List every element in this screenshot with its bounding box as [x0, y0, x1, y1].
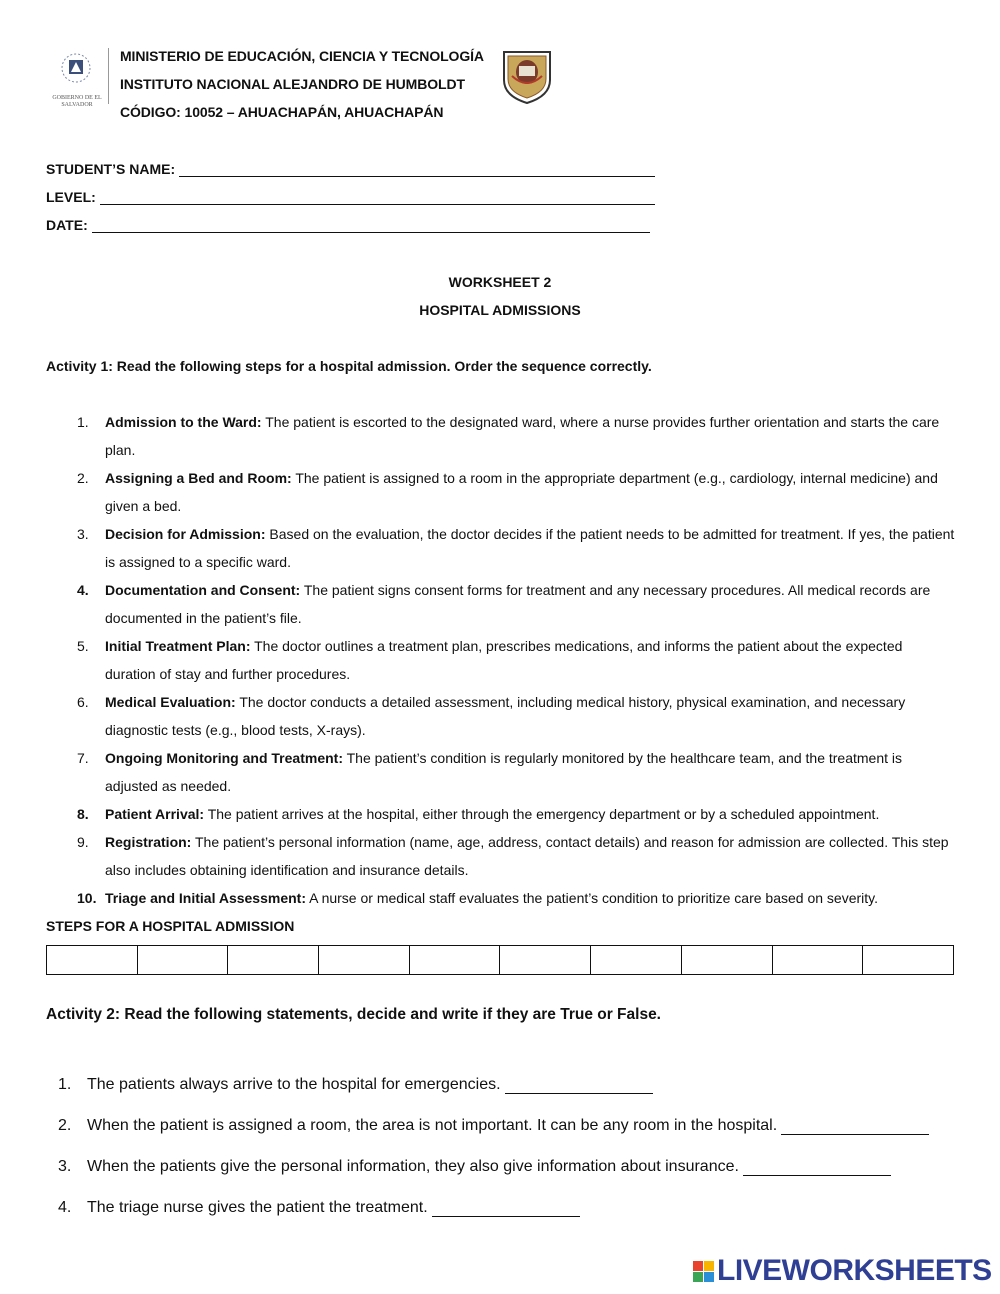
step-title: Registration: — [105, 834, 192, 850]
step-number: 6. — [77, 694, 89, 710]
step-number: 3. — [77, 526, 89, 542]
list-item — [46, 632, 956, 688]
list-item — [46, 464, 956, 520]
step-number: 8. — [77, 806, 89, 822]
statement-text: When the patients give the personal information, they also give information about insurance. — [87, 1158, 739, 1175]
level-blank[interactable] — [100, 192, 655, 205]
list-item — [46, 688, 956, 744]
step-number: 1. — [77, 414, 89, 430]
statement-number: 3. — [58, 1158, 72, 1175]
step-text: The patient’s condition is regularly monitored by the healthcare team, and the treatment is adjusted as needed. — [105, 750, 903, 794]
liveworksheets-logo[interactable] — [693, 1254, 992, 1288]
statement-number: 1. — [58, 1076, 72, 1093]
step-text: The doctor conducts a detailed assessment, including medical history, physical examination, and necessary diagnostic tests (e.g., blood tests, X-rays). — [105, 694, 906, 738]
answer-cell[interactable] — [319, 946, 410, 975]
institute-code: CÓDIGO: 10052 – AHUACHAPÁN, AHUACHAPÁN — [120, 104, 444, 120]
answer-blank[interactable] — [432, 1202, 580, 1217]
list-item — [46, 828, 956, 884]
step-number: 5. — [77, 638, 89, 654]
list-item — [46, 576, 956, 632]
answer-cell[interactable] — [228, 946, 319, 975]
date-field — [46, 217, 650, 233]
step-number: 10. — [77, 890, 97, 906]
step-title: Patient Arrival: — [105, 806, 205, 822]
level-label: LEVEL: — [46, 189, 96, 205]
list-item — [58, 1199, 580, 1217]
worksheet-subject: HOSPITAL ADMISSIONS — [419, 302, 581, 318]
answer-blank[interactable] — [781, 1120, 929, 1135]
statement-number: 2. — [58, 1117, 72, 1134]
student-name-field — [46, 161, 655, 177]
answer-cell[interactable] — [47, 946, 138, 975]
date-blank[interactable] — [92, 220, 650, 233]
answer-blank[interactable] — [743, 1161, 891, 1176]
date-label: DATE: — [46, 217, 88, 233]
statement-number: 4. — [58, 1199, 72, 1216]
answer-cell[interactable] — [137, 946, 228, 975]
step-number: 4. — [77, 582, 89, 598]
answer-cell[interactable] — [772, 946, 863, 975]
list-item — [46, 800, 956, 828]
answer-cell[interactable] — [863, 946, 954, 975]
government-seal — [52, 48, 102, 106]
level-field — [46, 189, 655, 205]
step-title: Ongoing Monitoring and Treatment: — [105, 750, 343, 766]
institute-name: INSTITUTO NACIONAL ALEJANDRO DE HUMBOLDT — [120, 76, 465, 92]
answer-cell[interactable] — [591, 946, 682, 975]
student-name-blank[interactable] — [179, 164, 655, 177]
student-name-label: STUDENT’S NAME: — [46, 161, 176, 177]
step-title: Decision for Admission: — [105, 526, 266, 542]
step-text: The patient’s personal information (name, age, address, contact details) and reason for admission are collected. This step also includes obtaining identification and insurance details. — [105, 834, 949, 878]
school-crest-icon — [498, 46, 556, 106]
statement-text: The triage nurse gives the patient the treatment. — [87, 1199, 428, 1216]
government-seal-icon — [52, 48, 102, 90]
step-number: 2. — [77, 470, 89, 486]
step-number: 7. — [77, 750, 89, 766]
ministry-name: MINISTERIO DE EDUCACIÓN, CIENCIA Y TECNOLOGÍA — [120, 48, 484, 64]
answer-cell[interactable] — [409, 946, 500, 975]
step-text: The patient is assigned to a room in the appropriate department (e.g., cardiology, internal medicine) and given a bed. — [105, 470, 938, 514]
step-number: 9. — [77, 834, 89, 850]
step-text: A nurse or medical staff evaluates the patient’s condition to prioritize care based on severity. — [306, 890, 878, 906]
step-text: The doctor outlines a treatment plan, prescribes medications, and informs the patient about the expected duration of stay and further procedures. — [105, 638, 903, 682]
answer-cell[interactable] — [500, 946, 591, 975]
step-title: Assigning a Bed and Room: — [105, 470, 292, 486]
liveworksheets-logo-icon — [693, 1261, 714, 1282]
statement-text: When the patient is assigned a room, the area is not important. It can be any room in the hospital. — [87, 1117, 778, 1134]
list-item — [58, 1117, 929, 1135]
step-title: Triage and Initial Assessment: — [105, 890, 306, 906]
activity2-instruction: Activity 2: Read the following statements, decide and write if they are True or False. — [46, 1006, 661, 1023]
step-title: Documentation and Consent: — [105, 582, 301, 598]
school-crest — [498, 46, 556, 106]
statement-text: The patients always arrive to the hospital for emergencies. — [87, 1076, 501, 1093]
liveworksheets-brand: LIVEWORKSHEETS — [717, 1254, 992, 1287]
list-item — [46, 884, 956, 912]
step-text: Based on the evaluation, the doctor decides if the patient needs to be admitted for treatment. If yes, the patient is assigned to a specific ward. — [105, 526, 955, 570]
list-item — [46, 520, 956, 576]
seal-caption: GOBIERNO DE EL SALVADOR — [52, 95, 102, 108]
activity1-instruction: Activity 1: Read the following steps for a hospital admission. Order the sequence correctly. — [46, 358, 652, 374]
list-item — [58, 1158, 891, 1176]
header-divider — [108, 48, 109, 104]
answer-cell[interactable] — [681, 946, 772, 975]
list-item — [58, 1076, 653, 1094]
answer-blank[interactable] — [505, 1079, 653, 1094]
steps-list — [46, 408, 956, 912]
worksheet-title: WORKSHEET 2 — [448, 274, 552, 290]
step-text: The patient arrives at the hospital, either through the emergency department or by a scheduled appointment. — [204, 806, 880, 822]
step-title: Medical Evaluation: — [105, 694, 236, 710]
steps-answer-table — [46, 945, 954, 975]
step-title: Admission to the Ward: — [105, 414, 262, 430]
step-title: Initial Treatment Plan: — [105, 638, 251, 654]
step-text: The patient signs consent forms for treatment and any necessary procedures. All medical records are documented in the patient’s file. — [105, 582, 931, 626]
list-item — [46, 408, 956, 464]
table-row — [47, 946, 954, 975]
step-text: The patient is escorted to the designated ward, where a nurse provides further orientation and starts the care plan. — [105, 414, 940, 458]
steps-table-title: STEPS FOR A HOSPITAL ADMISSION — [46, 918, 295, 934]
list-item — [46, 744, 956, 800]
